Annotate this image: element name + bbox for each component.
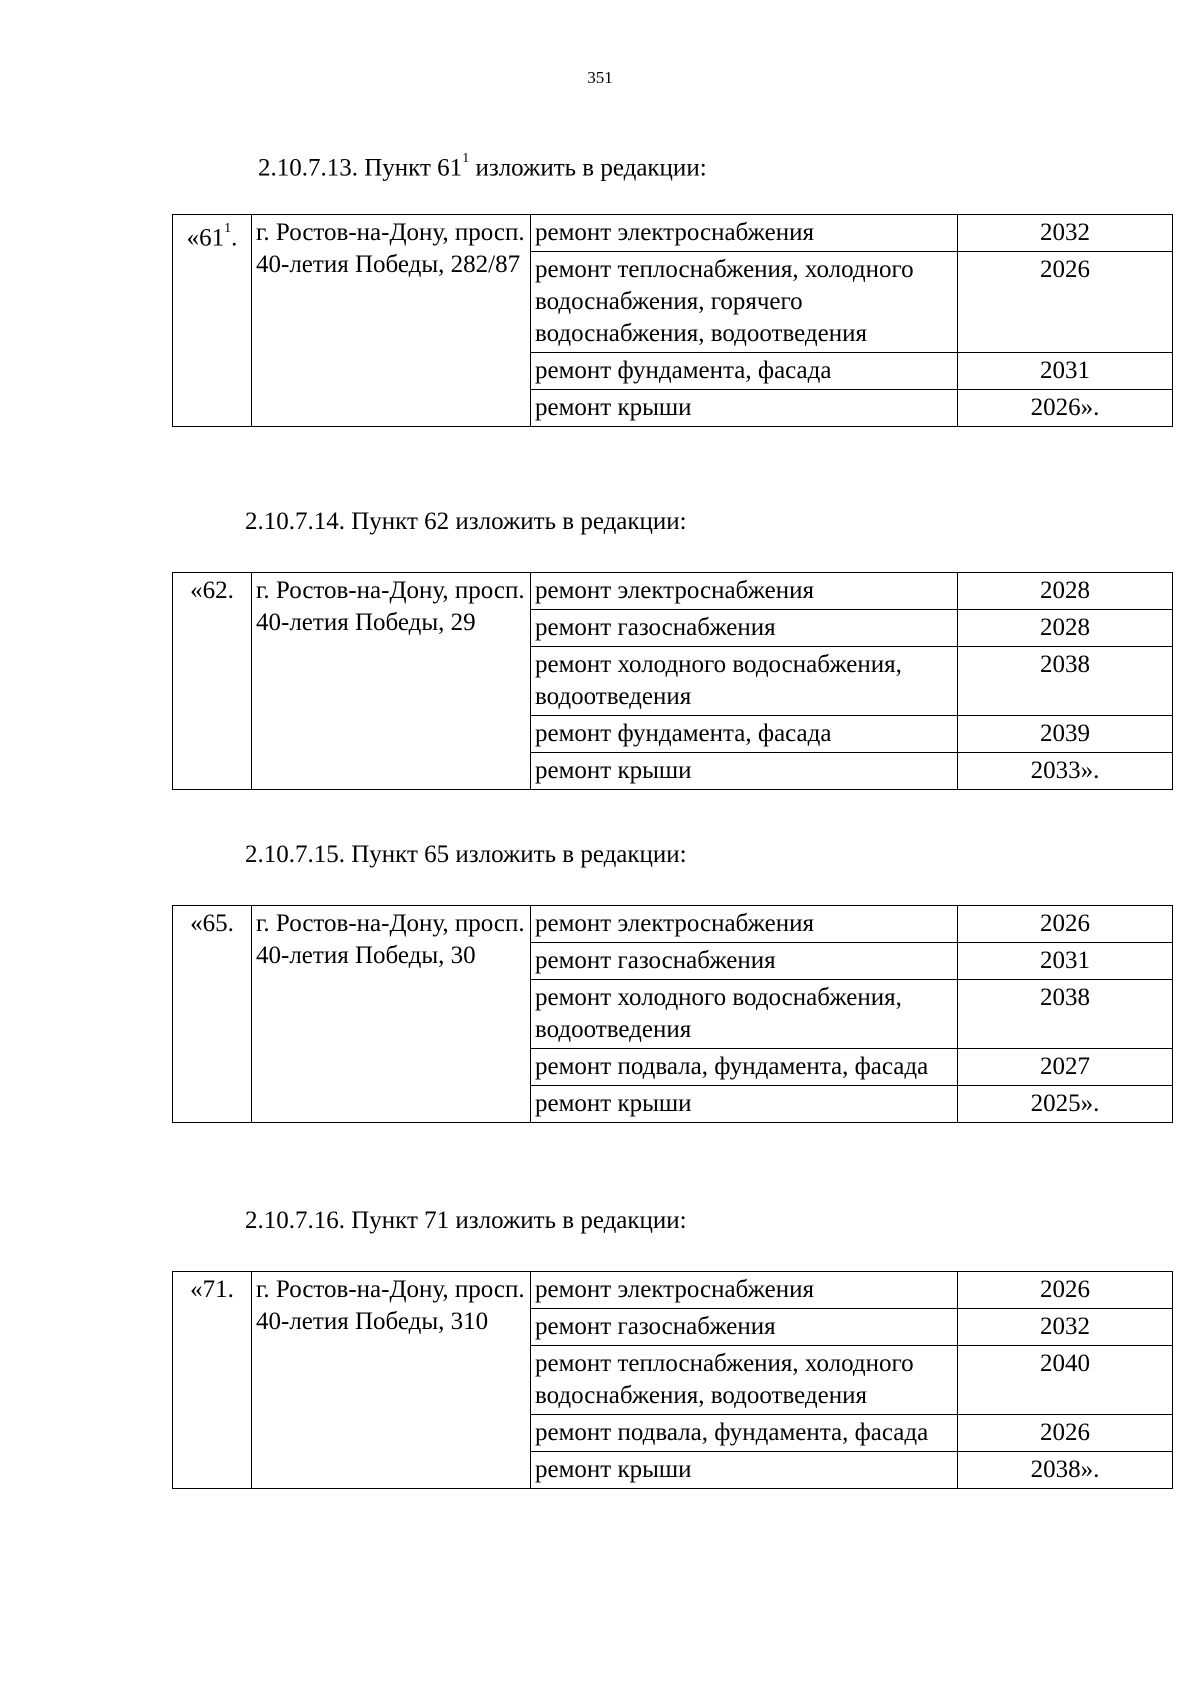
year-cell: 2038 (958, 980, 1173, 1049)
repair-table (172, 1271, 1173, 1489)
clause-heading: 2.10.7.15. Пункт 65 изложить в редакции: (245, 841, 687, 868)
year-cell: 2026 (958, 252, 1173, 353)
address-cell: г. Ростов-на-Дону, просп. 40-летия Победы, 29 (252, 573, 531, 790)
table-row (173, 906, 1173, 943)
address-cell: г. Ростов-на-Дону, просп. 40-летия Победы, 282/87 (252, 215, 531, 427)
clause-heading: 2.10.7.16. Пункт 71 изложить в редакции: (245, 1207, 687, 1234)
work-cell: ремонт фундамента, фасада (531, 353, 958, 390)
clause-heading: 2.10.7.14. Пункт 62 изложить в редакции: (245, 508, 687, 535)
work-cell: ремонт электроснабжения (531, 573, 958, 610)
work-cell: ремонт электроснабжения (531, 906, 958, 943)
page-number: 351 (587, 68, 613, 87)
address-cell: г. Ростов-на-Дону, просп. 40-летия Победы, 310 (252, 1272, 531, 1489)
year-cell: 2026 (958, 1415, 1173, 1452)
work-cell: ремонт подвала, фундамента, фасада (531, 1049, 958, 1086)
item-number: «62. (173, 573, 252, 790)
work-cell: ремонт подвала, фундамента, фасада (531, 1415, 958, 1452)
year-cell: 2026 (958, 906, 1173, 943)
year-cell: 2031 (958, 353, 1173, 390)
year-cell: 2031 (958, 943, 1173, 980)
work-cell: ремонт холодного водоснабжения, водоотведения (531, 647, 958, 716)
year-cell: 2040 (958, 1346, 1173, 1415)
table-row (173, 215, 1173, 252)
work-cell: ремонт теплоснабжения, холодного водоснабжения, водоотведения (531, 1346, 958, 1415)
year-cell: 2039 (958, 716, 1173, 753)
table-row (173, 573, 1173, 610)
year-cell: 2028 (958, 573, 1173, 610)
work-cell: ремонт крыши (531, 753, 958, 790)
work-cell: ремонт теплоснабжения, холодного водоснабжения, горячего водоснабжения, водоотведения (531, 252, 958, 353)
year-cell: 2038». (958, 1452, 1173, 1489)
item-number: «71. (173, 1272, 252, 1489)
work-cell: ремонт газоснабжения (531, 1309, 958, 1346)
year-cell: 2027 (958, 1049, 1173, 1086)
work-cell: ремонт крыши (531, 390, 958, 427)
year-cell: 2032 (958, 215, 1173, 252)
year-cell: 2032 (958, 1309, 1173, 1346)
work-cell: ремонт крыши (531, 1086, 958, 1123)
year-cell: 2038 (958, 647, 1173, 716)
repair-table (172, 905, 1173, 1123)
work-cell: ремонт фундамента, фасада (531, 716, 958, 753)
work-cell: ремонт холодного водоснабжения, водоотведения (531, 980, 958, 1049)
work-cell: ремонт газоснабжения (531, 610, 958, 647)
year-cell: 2033». (958, 753, 1173, 790)
item-number: «$61^1$. (173, 215, 252, 427)
work-cell: ремонт электроснабжения (531, 215, 958, 252)
repair-table (172, 572, 1173, 790)
year-cell: 2026». (958, 390, 1173, 427)
repair-table (172, 214, 1173, 427)
table-row (173, 1272, 1173, 1309)
clause-heading: 2.10.7.13. Пункт $61^1$ изложить в редакции: (258, 151, 707, 182)
year-cell: 2028 (958, 610, 1173, 647)
work-cell: ремонт газоснабжения (531, 943, 958, 980)
year-cell: 2026 (958, 1272, 1173, 1309)
address-cell: г. Ростов-на-Дону, просп. 40-летия Победы, 30 (252, 906, 531, 1123)
work-cell: ремонт электроснабжения (531, 1272, 958, 1309)
item-number: «65. (173, 906, 252, 1123)
work-cell: ремонт крыши (531, 1452, 958, 1489)
year-cell: 2025». (958, 1086, 1173, 1123)
